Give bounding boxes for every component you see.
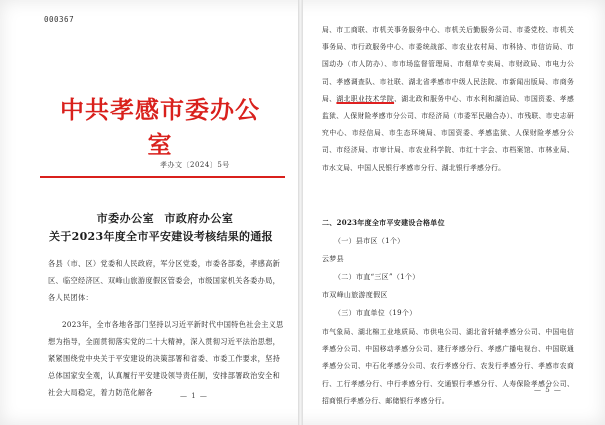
district-item: 市双峰山旅游度假区 — [322, 291, 388, 299]
municipal-units-list: 市气象局、湖北棉工业地质局、市供电公司、湖北省轩辕孝感分公司、中国电信孝感分公司、中国移动孝感分公司、建行孝感分行、孝感广播电视台、中国联通孝感分公司、中石化孝感分公司、农行孝感分行、农发行孝感分行、孝感市农商行、工行孝感分行、中行孝感分行、交通银行孝感分行、人寿保险孝感分公司、招商银行孝感分行、邮储银行孝感分行。 — [322, 328, 574, 405]
district-heading: （二）市直“三区”（1个） — [334, 273, 420, 281]
body-paragraph: 2023年，全市各地各部门坚持以习近平新时代中国特色社会主义思想为指导，全面贯彻落实党的二十大精神，深入贯彻习近平法治思想，紧紧围绕党中央关于平安建设的决策部署和省委、市委工作要求，坚持总体国家安全观，认真履行平安建设领导责任制，安排部署政治安全和社会大局稳定，着力防范化解各 — [48, 320, 284, 397]
county-item: 云梦县 — [322, 255, 344, 263]
serial-number: 000367 — [44, 15, 75, 24]
left-page — [0, 0, 300, 425]
issuing-office-2: 市政府办公室 — [164, 212, 234, 225]
red-divider-line — [40, 176, 285, 178]
red-header-title: 中共孝感市委办公室 — [60, 95, 260, 159]
county-heading: （一）县市区（1个） — [334, 237, 405, 245]
page-number-right: — 5 — — [534, 386, 562, 394]
notice-title: 关于2023年度全市平安建设考核结果的通报 — [49, 230, 273, 243]
excellent-units-list — [322, 22, 574, 177]
document-number: 孝办文〔2024〕5号 — [160, 161, 230, 169]
units-list-part-2: 、湖北政和服务中心、市水利和湖泊局、市国资委、孝感监狱、人保财险孝感市分公司、市经济局（市委军民融合办）、市残联、市史志研究中心、市经信局、市生态环境局、市国资委、孝感监狱、人保财险孝感分公司、市经济局、市审计局、市农业科学院、市红十字会、市档案馆、市林业局、市水文局、中国人民银行孝感市分行、湖北银行孝感分行。 — [322, 94, 575, 172]
page-number-left: — 1 — — [180, 392, 208, 400]
issuing-offices — [40, 210, 290, 226]
issuing-office-1: 市委办公室 — [96, 212, 155, 225]
municipal-heading: （三）市直单位（19个） — [334, 309, 417, 317]
recipients-paragraph: 各县（市、区）党委和人民政府，军分区党委，市委各部委，孝感高新区、临空经济区、双峰山旅游度假区管委会，市级国家机关各委办局，各人民团体： — [48, 259, 281, 302]
highlighted-unit: 湖北职业技术学院 — [336, 94, 395, 103]
section-heading: 二、2023年度全市平安建设合格单位 — [322, 218, 445, 227]
units-list-part-1: 局、市工商联、市机关事务服务中心、市机关后勤服务公司、市委党校、市机关事务局、市行政服务中心、市委统战部、市农业农村局、市科协、市信访局、市国动办（市人防办）、市市场监督管理局、市烟草专卖局、市财政局、市电力公司、孝感调查队、市社联、湖北省孝感市中级人民法院、市新闻出版局、市商务局、 — [322, 26, 574, 103]
